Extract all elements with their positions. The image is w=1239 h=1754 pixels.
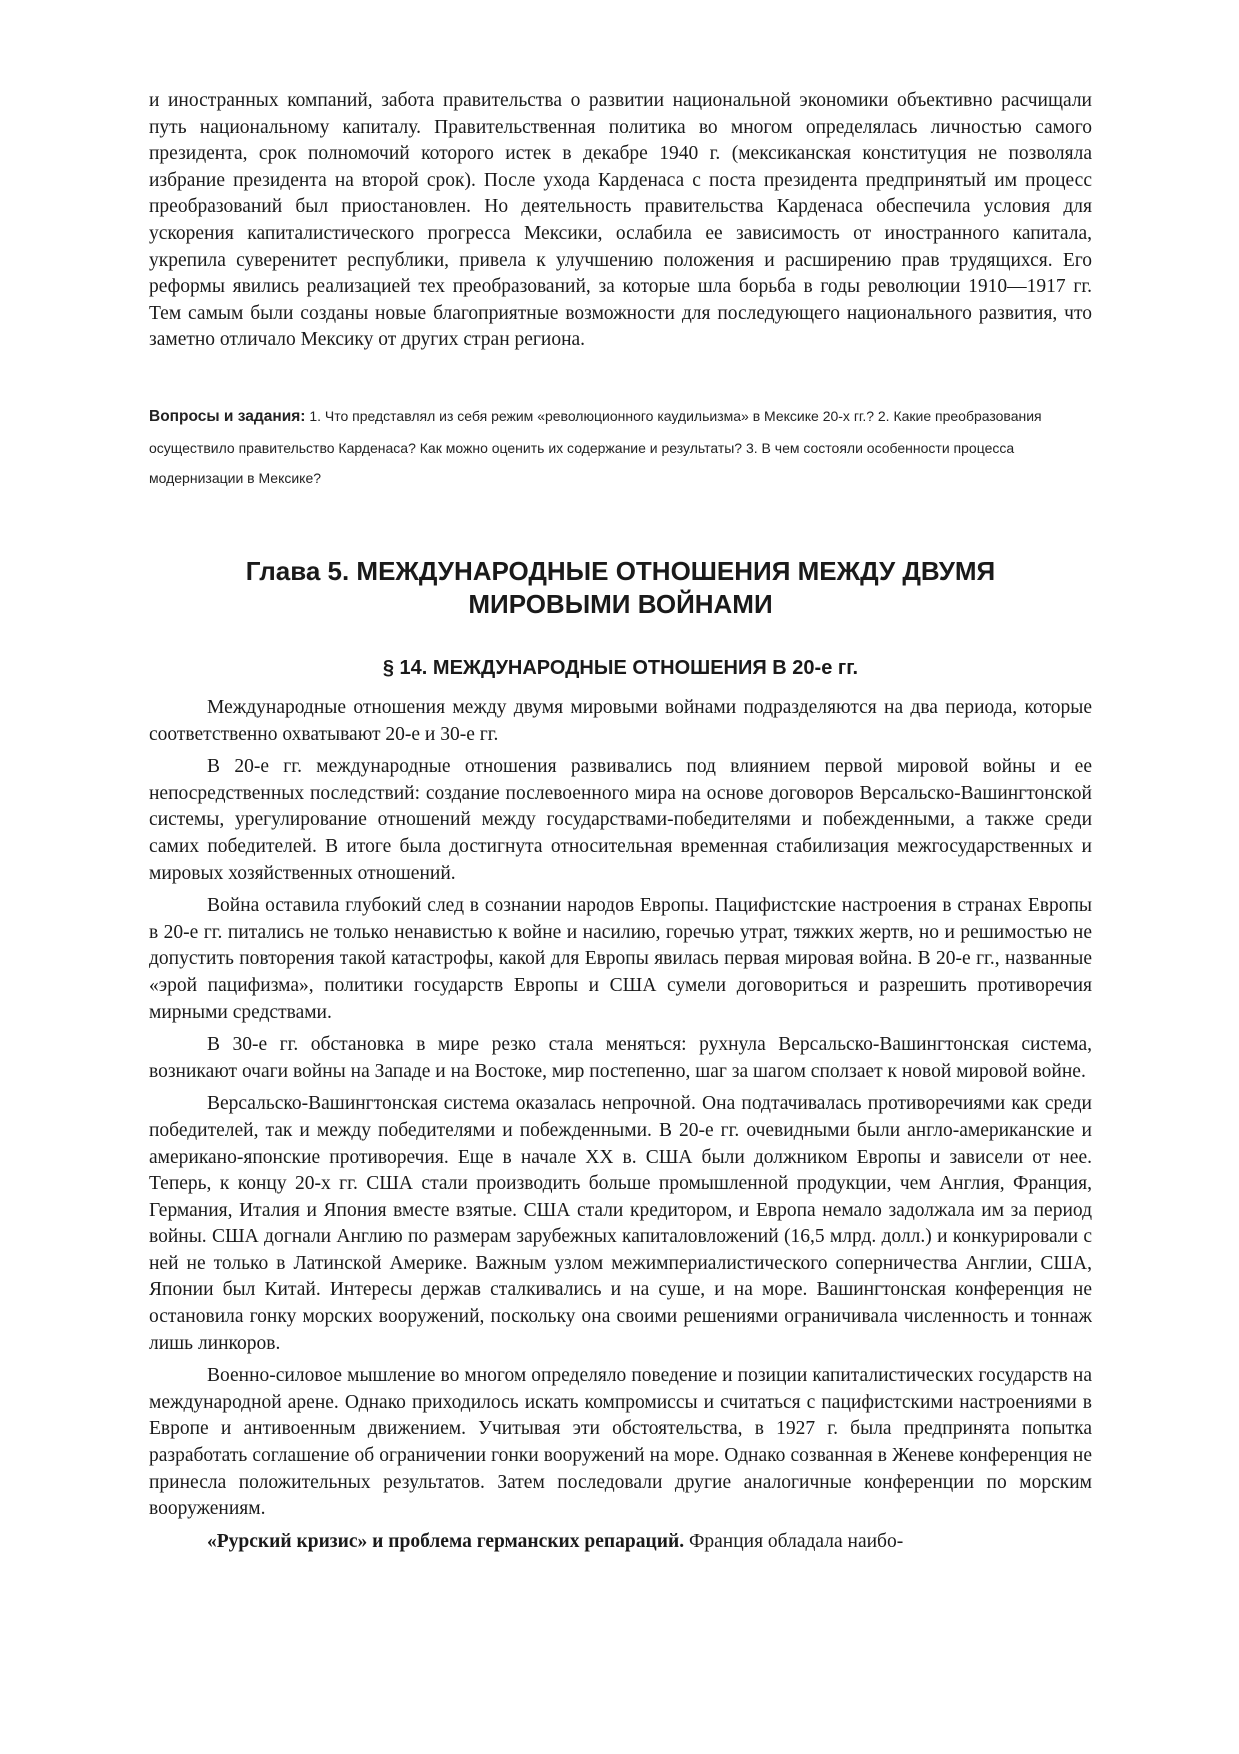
body-paragraph: Война оставила глубокий след в сознании народов Европы. Пацифистские настроения в странах Европы в 20-е гг. питались не только ненавистью к войне и насилию, горечью утрат, тяжких жертв, но и решимостью не допустить повторения такой катастрофы, какой для Европы явилась первая мировая война. В 20-е гг., названные «эрой пацифизма», политики государств Европы и США сумели договориться и разрешить противоречия мирными средствами. — [149, 895, 1092, 1023]
body-paragraph: В 20-е гг. международные отношения развивались под влиянием первой мировой войны и ее непосредственных последствий: создание послевоенного мира на основе договоров Версальско-Вашингтонской системы, урегулирование отношений между государствами-победителями и побежденными, а также среди самих победителей. В итоге была достигнута относительная временная стабилизация межгосударственных и мировых хозяйственных отношений. — [149, 756, 1092, 884]
body-paragraph: Военно-силовое мышление во многом определяло поведение и позиции капиталистических государств на международной арене. Однако приходилось искать компромиссы и считаться с пацифистскими настроениями в Европе и антивоенным движением. Учитывая эти обстоятельства, в 1927 г. была предпринята попытка разработать соглашение об ограничении гонки вооружений на море. Однако созванная в Женеве конференция не принесла положительных результатов. Затем последовали другие аналогичные конференции по морским вооружениям. — [149, 1365, 1092, 1520]
body-paragraph: Версальско-Вашингтонская система оказалась непрочной. Она подтачивалась противоречиями как среди победителей, так и между победителями и побежденными. В 20-е гг. очевидными были англо-американские и американо-японские противоречия. Еще в начале XX в. США были должником Европы и зависели от нее. Теперь, к концу 20-х гг. США стали производить больше промышленной продукции, чем Англия, Франция, Германия, Италия и Япония вместе взятые. США стали кредитором, и Европа немало задолжала им за период войны. США догнали Англию по размерам зарубежных капиталовложений (16,5 млрд. долл.) и конкурировали с ней не только в Латинской Америке. Важным узлом межимпериалистического соперничества Англии, США, Японии был Китай. Интересы держав сталкивались и на суше, и на море. Вашингтонская конференция не остановила гонку морских вооружений, поскольку она своими решениями ограничивала численность и тоннаж лишь линкоров. — [149, 1093, 1092, 1354]
final-paragraph — [149, 1529, 1092, 1556]
body-paragraph: Международные отношения между двумя мировыми войнами подразделяются на два периода, которые соответственно охватывают 20-е и 30-е гг. — [149, 697, 1092, 745]
section-title: § 14. МЕЖДУНАРОДНЫЕ ОТНОШЕНИЯ В 20-е гг. — [382, 657, 859, 679]
lead-text-block — [149, 88, 1092, 354]
questions-text: 1. Что представлял из себя режим «революционного каудильизма» в Мексике 20-х гг.? 2. Какие преобразования осуществило правительство Карденаса? Как можно оценить их содержание и результаты? 3. В чем состояли особенности процесса модернизации в Мексике? — [149, 408, 1042, 486]
final-paragraph-text: Франция обладала наибо- — [684, 1530, 904, 1552]
body-paragraph: В 30-е гг. обстановка в мире резко стала меняться: рухнула Версальско-Вашингтонская система, возникают очаги войны на Западе и на Востоке, мир постепенно, шаг за шагом сползает к новой мировой войне. — [149, 1034, 1092, 1082]
questions-block — [149, 401, 1092, 494]
chapter-title — [149, 555, 1092, 621]
chapter-title-line-2: МИРОВЫМИ ВОЙНАМИ — [468, 589, 773, 619]
ruhr-crisis-heading: «Рурский кризис» и проблема германских репараций. — [207, 1530, 685, 1552]
lead-paragraph: и иностранных компаний, забота правительства о развитии национальной экономики объективно расчищали путь национальному капиталу. Правительственная политика во многом определялась личностью самого президента, срок полномочий которого истек в декабре 1940 г. (мексиканская конституция не позволяла избрание президента на второй срок). После ухода Карденаса с поста президента предпринятый им процесс преобразований был приостановлен. Но деятельность правительства Карденаса обеспечила условия для ускорения капиталистического прогресса Мексики, ослабила ее зависимость от иностранного капитала, укрепила суверенитет республики, привела к улучшению положения и расширению прав трудящихся. Его реформы явились реализацией тех преобразований, за которые шла борьба в годы революции 1910—1917 гг. Тем самым были созданы новые благоприятные возможности для последующего национального развития, что заметно отличало Мексику от других стран региона. — [149, 90, 1092, 351]
chapter-title-line-1: Глава 5. МЕЖДУНАРОДНЫЕ ОТНОШЕНИЯ МЕЖДУ ДВУМЯ — [245, 556, 996, 586]
questions-label: Вопросы и задания: — [149, 408, 306, 425]
body-text — [149, 695, 1092, 1555]
